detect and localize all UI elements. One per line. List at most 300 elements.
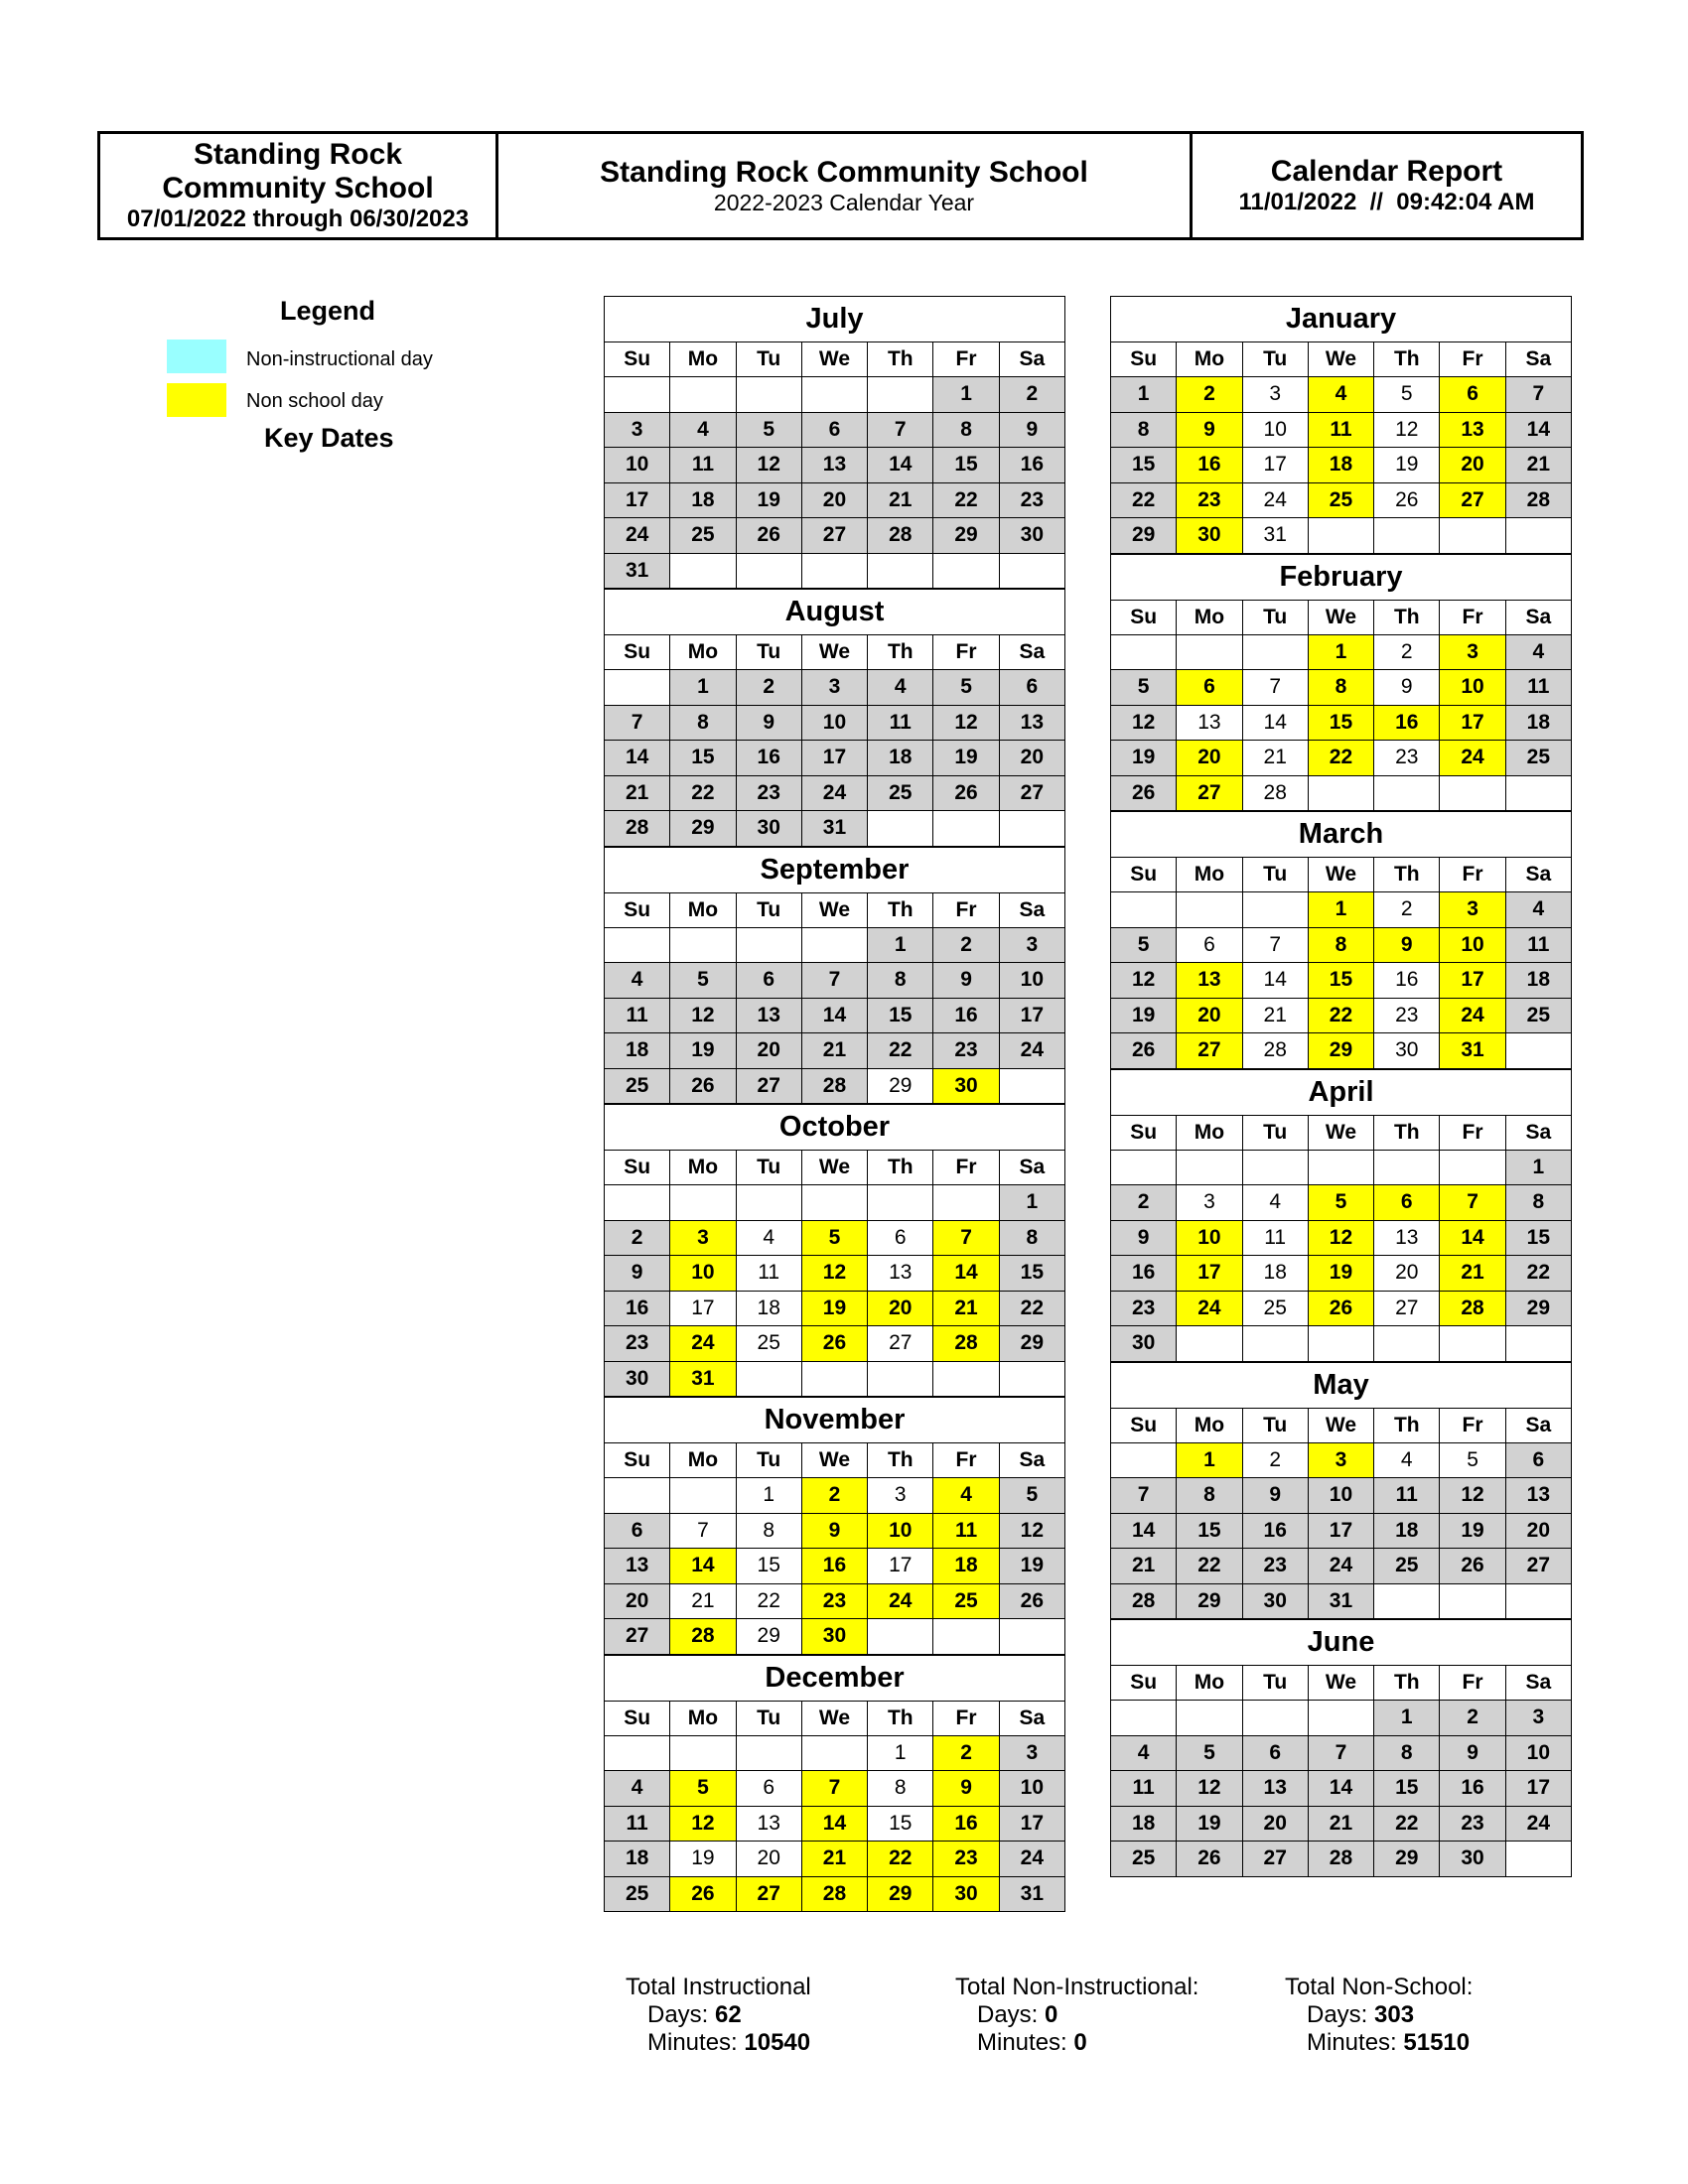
day-cell: 26 <box>1374 482 1440 518</box>
day-cell: 21 <box>868 482 933 518</box>
day-cell: 2 <box>1242 1442 1308 1478</box>
day-cell: 7 <box>605 705 670 741</box>
report-title: Calendar Report <box>1270 155 1503 188</box>
empty-cell <box>1177 634 1242 670</box>
weekday-header: We <box>801 892 867 927</box>
day-cell: 24 <box>1505 1806 1571 1842</box>
month-title: June <box>1110 1619 1572 1665</box>
month-title: January <box>1110 296 1572 341</box>
day-cell: 18 <box>933 1549 999 1584</box>
day-cell: 6 <box>605 1513 670 1549</box>
weekday-header: Fr <box>1440 342 1505 377</box>
day-cell: 19 <box>1111 741 1177 776</box>
date-range: 07/01/2022 through 06/30/2023 <box>126 205 470 232</box>
weekday-header: Sa <box>999 892 1064 927</box>
day-cell: 10 <box>868 1513 933 1549</box>
week-row <box>1111 1549 1572 1584</box>
day-cell: 13 <box>605 1549 670 1584</box>
week-row <box>605 1478 1065 1514</box>
day-cell: 28 <box>1308 1842 1373 1877</box>
day-cell: 12 <box>670 1806 736 1842</box>
day-cell: 14 <box>1440 1220 1505 1256</box>
weekday-header: Sa <box>1505 342 1571 377</box>
calendar-title: Standing Rock Community School <box>600 155 1088 189</box>
empty-cell <box>868 377 933 413</box>
day-cell: 7 <box>1505 377 1571 413</box>
day-cell: 27 <box>1177 1033 1242 1069</box>
empty-cell <box>736 1185 801 1221</box>
weekday-header: Su <box>605 1151 670 1185</box>
day-cell: 7 <box>801 963 867 999</box>
day-cell: 27 <box>736 1876 801 1912</box>
month-june <box>1110 1619 1572 1877</box>
day-cell: 24 <box>999 1842 1064 1877</box>
report-header <box>97 131 1584 240</box>
day-cell: 16 <box>736 741 801 776</box>
day-cell: 30 <box>933 1876 999 1912</box>
day-cell: 3 <box>1440 892 1505 928</box>
totals-instructional-minutes <box>647 2029 811 2057</box>
weekday-header: Tu <box>736 892 801 927</box>
weekday-header: Su <box>605 1701 670 1735</box>
empty-cell <box>1177 1326 1242 1362</box>
day-cell: 15 <box>1177 1513 1242 1549</box>
day-cell: 23 <box>1374 741 1440 776</box>
weekday-header: Su <box>605 635 670 670</box>
day-cell: 6 <box>736 963 801 999</box>
weekday-header: Su <box>1111 1666 1177 1701</box>
weekday-header: Su <box>1111 1115 1177 1150</box>
non-school-swatch <box>167 383 226 417</box>
day-cell: 29 <box>933 518 999 554</box>
day-cell: 2 <box>605 1220 670 1256</box>
day-cell: 11 <box>1505 670 1571 706</box>
day-cell: 14 <box>1242 705 1308 741</box>
week-row <box>1111 1513 1572 1549</box>
day-cell: 4 <box>736 1220 801 1256</box>
empty-cell <box>736 1735 801 1771</box>
empty-cell <box>1440 1150 1505 1185</box>
empty-cell <box>933 1185 999 1221</box>
day-cell: 16 <box>1111 1256 1177 1292</box>
day-cell: 3 <box>1242 377 1308 413</box>
empty-cell <box>1505 1326 1571 1362</box>
days-label: Days: <box>1307 2001 1368 2028</box>
week-row <box>1111 1291 1572 1326</box>
day-cell: 8 <box>933 412 999 448</box>
day-cell: 17 <box>1440 963 1505 999</box>
day-cell: 2 <box>933 1735 999 1771</box>
day-cell: 28 <box>1440 1291 1505 1326</box>
day-cell: 17 <box>670 1291 736 1326</box>
day-cell: 27 <box>801 518 867 554</box>
totals-non-school-minutes <box>1307 2029 1473 2057</box>
month-grid <box>1110 600 1572 812</box>
day-cell: 5 <box>736 412 801 448</box>
day-cell: 21 <box>605 775 670 811</box>
day-cell: 2 <box>1374 892 1440 928</box>
minutes-value: 0 <box>1073 2029 1087 2056</box>
weekday-header: Mo <box>670 635 736 670</box>
weekday-header: Th <box>1374 1408 1440 1442</box>
day-cell: 18 <box>1308 448 1373 483</box>
weekday-header: Sa <box>999 1701 1064 1735</box>
week-row <box>605 1220 1065 1256</box>
day-cell: 19 <box>1111 998 1177 1033</box>
day-cell: 16 <box>999 448 1064 483</box>
weekday-header: Fr <box>933 1443 999 1478</box>
day-cell: 13 <box>999 705 1064 741</box>
day-cell: 18 <box>868 741 933 776</box>
empty-cell <box>736 1361 801 1397</box>
weekday-header: Th <box>868 1443 933 1478</box>
empty-cell <box>1177 1150 1242 1185</box>
day-cell: 13 <box>1374 1220 1440 1256</box>
day-cell: 26 <box>933 775 999 811</box>
day-cell: 5 <box>670 1771 736 1807</box>
legend-title: Legend <box>280 296 376 326</box>
month-october <box>604 1104 1065 1397</box>
day-cell: 11 <box>1242 1220 1308 1256</box>
empty-cell <box>1308 518 1373 554</box>
day-cell: 13 <box>1177 705 1242 741</box>
day-cell: 3 <box>1505 1701 1571 1736</box>
day-cell: 8 <box>1308 670 1373 706</box>
totals-non-instructional-days <box>977 2001 1198 2029</box>
week-row <box>1111 482 1572 518</box>
day-cell: 30 <box>933 1068 999 1104</box>
day-cell: 13 <box>1505 1478 1571 1514</box>
day-cell: 25 <box>933 1583 999 1619</box>
week-row <box>1111 1806 1572 1842</box>
day-cell: 31 <box>1308 1583 1373 1619</box>
day-cell: 4 <box>1505 634 1571 670</box>
day-cell: 16 <box>933 1806 999 1842</box>
day-cell: 12 <box>1177 1771 1242 1807</box>
day-cell: 9 <box>1374 670 1440 706</box>
day-cell: 9 <box>801 1513 867 1549</box>
month-title: September <box>604 847 1065 892</box>
day-cell: 8 <box>999 1220 1064 1256</box>
day-cell: 22 <box>1177 1549 1242 1584</box>
week-row <box>605 927 1065 963</box>
empty-cell <box>1308 1326 1373 1362</box>
day-cell: 3 <box>868 1478 933 1514</box>
weekday-header: We <box>801 342 867 377</box>
report-info-cell <box>1190 134 1581 237</box>
empty-cell <box>736 553 801 589</box>
totals-non-instructional-title: Total Non-Instructional: <box>955 1974 1199 2000</box>
weekday-header: Mo <box>670 342 736 377</box>
week-row <box>1111 670 1572 706</box>
week-row <box>1111 998 1572 1033</box>
day-cell: 18 <box>1242 1256 1308 1292</box>
weekday-header: Mo <box>670 1151 736 1185</box>
day-cell: 19 <box>933 741 999 776</box>
day-cell: 14 <box>1505 412 1571 448</box>
empty-cell <box>1242 634 1308 670</box>
day-cell: 25 <box>868 775 933 811</box>
day-cell: 20 <box>736 1033 801 1069</box>
calendar-year: 2022-2023 Calendar Year <box>713 189 975 215</box>
day-cell: 5 <box>1440 1442 1505 1478</box>
week-row <box>605 1256 1065 1292</box>
weekday-header: Su <box>1111 1408 1177 1442</box>
day-cell: 30 <box>1177 518 1242 554</box>
day-cell: 11 <box>605 1806 670 1842</box>
day-cell: 15 <box>1308 963 1373 999</box>
week-row <box>1111 1326 1572 1362</box>
empty-cell <box>801 377 867 413</box>
empty-cell <box>933 1361 999 1397</box>
weekday-header: Fr <box>933 342 999 377</box>
day-cell: 10 <box>670 1256 736 1292</box>
day-cell: 13 <box>1242 1771 1308 1807</box>
empty-cell <box>801 553 867 589</box>
day-cell: 19 <box>736 482 801 518</box>
day-cell: 20 <box>1242 1806 1308 1842</box>
day-cell: 31 <box>1440 1033 1505 1069</box>
day-cell: 10 <box>999 963 1064 999</box>
day-cell: 20 <box>1177 998 1242 1033</box>
day-cell: 1 <box>1111 377 1177 413</box>
month-february <box>1110 554 1572 812</box>
week-row <box>605 448 1065 483</box>
day-cell: 9 <box>1374 927 1440 963</box>
day-cell: 2 <box>1374 634 1440 670</box>
day-cell: 23 <box>1440 1806 1505 1842</box>
month-title: July <box>604 296 1065 341</box>
weekday-header: Mo <box>1177 342 1242 377</box>
weekday-header: Fr <box>933 1151 999 1185</box>
day-cell: 4 <box>670 412 736 448</box>
day-cell: 1 <box>1374 1701 1440 1736</box>
totals-instructional-days <box>647 2001 811 2029</box>
week-row <box>1111 1033 1572 1069</box>
day-cell: 4 <box>1505 892 1571 928</box>
weekday-header: We <box>1308 600 1373 634</box>
weekday-header: Mo <box>1177 600 1242 634</box>
week-row <box>1111 1185 1572 1221</box>
empty-cell <box>933 1619 999 1655</box>
day-cell: 13 <box>1440 412 1505 448</box>
day-cell: 31 <box>1242 518 1308 554</box>
totals-instructional-title: Total Instructional <box>626 1974 811 2000</box>
empty-cell <box>801 927 867 963</box>
day-cell: 19 <box>999 1549 1064 1584</box>
day-cell: 24 <box>1242 482 1308 518</box>
day-cell: 19 <box>1374 448 1440 483</box>
weekday-header: Sa <box>999 1443 1064 1478</box>
month-august <box>604 589 1065 847</box>
week-row <box>605 998 1065 1033</box>
day-cell: 26 <box>1111 775 1177 811</box>
day-cell: 11 <box>1374 1478 1440 1514</box>
day-cell: 25 <box>1505 741 1571 776</box>
day-cell: 1 <box>1308 892 1373 928</box>
minutes-label: Minutes: <box>1307 2029 1397 2056</box>
day-cell: 21 <box>933 1291 999 1326</box>
month-july <box>604 296 1065 589</box>
day-cell: 17 <box>1242 448 1308 483</box>
day-cell: 20 <box>605 1583 670 1619</box>
day-cell: 9 <box>933 963 999 999</box>
day-cell: 30 <box>1374 1033 1440 1069</box>
empty-cell <box>1374 1583 1440 1619</box>
weekday-header: Th <box>1374 1115 1440 1150</box>
day-cell: 26 <box>670 1876 736 1912</box>
day-cell: 28 <box>801 1876 867 1912</box>
minutes-value: 10540 <box>744 2029 811 2056</box>
day-cell: 29 <box>1111 518 1177 554</box>
school-info-cell <box>100 134 495 237</box>
empty-cell <box>605 377 670 413</box>
day-cell: 26 <box>670 1068 736 1104</box>
totals-non-school <box>1285 1974 1473 2057</box>
month-title: August <box>604 589 1065 634</box>
weekday-header: Tu <box>736 1443 801 1478</box>
empty-cell <box>605 1478 670 1514</box>
weekday-header: Tu <box>736 1701 801 1735</box>
day-cell: 10 <box>1440 927 1505 963</box>
empty-cell <box>670 1185 736 1221</box>
week-row <box>605 963 1065 999</box>
day-cell: 27 <box>736 1068 801 1104</box>
weekday-header: Sa <box>1505 858 1571 892</box>
school-name-line2: Community School <box>162 172 434 205</box>
day-cell: 9 <box>1177 412 1242 448</box>
day-cell: 24 <box>999 1033 1064 1069</box>
day-cell: 15 <box>868 1806 933 1842</box>
day-cell: 9 <box>1242 1478 1308 1514</box>
day-cell: 5 <box>933 670 999 706</box>
empty-cell <box>605 670 670 706</box>
day-cell: 22 <box>736 1583 801 1619</box>
day-cell: 2 <box>933 927 999 963</box>
empty-cell <box>1374 518 1440 554</box>
empty-cell <box>1440 1583 1505 1619</box>
weekday-header: Th <box>868 892 933 927</box>
day-cell: 27 <box>999 775 1064 811</box>
day-cell: 2 <box>1177 377 1242 413</box>
weekday-header: Su <box>1111 600 1177 634</box>
day-cell: 2 <box>801 1478 867 1514</box>
day-cell: 12 <box>1440 1478 1505 1514</box>
empty-cell <box>1374 1150 1440 1185</box>
day-cell: 28 <box>1242 775 1308 811</box>
day-cell: 17 <box>1505 1771 1571 1807</box>
weekday-header: Th <box>1374 1666 1440 1701</box>
month-title: March <box>1110 811 1572 857</box>
week-row <box>605 377 1065 413</box>
week-row <box>605 1735 1065 1771</box>
empty-cell <box>999 1361 1064 1397</box>
day-cell: 27 <box>1440 482 1505 518</box>
day-cell: 11 <box>670 448 736 483</box>
day-cell: 1 <box>999 1185 1064 1221</box>
empty-cell <box>1111 892 1177 928</box>
weekday-header: Mo <box>1177 1408 1242 1442</box>
empty-cell <box>670 1478 736 1514</box>
weekday-header: Tu <box>1242 858 1308 892</box>
day-cell: 1 <box>736 1478 801 1514</box>
month-november <box>604 1397 1065 1655</box>
month-grid <box>604 892 1065 1105</box>
week-row <box>1111 705 1572 741</box>
empty-cell <box>736 377 801 413</box>
month-grid <box>1110 341 1572 554</box>
day-cell: 15 <box>670 741 736 776</box>
day-cell: 8 <box>736 1513 801 1549</box>
day-cell: 15 <box>736 1549 801 1584</box>
empty-cell <box>605 1185 670 1221</box>
day-cell: 21 <box>1308 1806 1373 1842</box>
weekday-header: Sa <box>999 635 1064 670</box>
non-school-label: Non school day <box>246 390 383 412</box>
empty-cell <box>1111 634 1177 670</box>
minutes-label: Minutes: <box>977 2029 1067 2056</box>
day-cell: 18 <box>670 482 736 518</box>
day-cell: 18 <box>1505 705 1571 741</box>
day-cell: 6 <box>1242 1735 1308 1771</box>
week-row <box>1111 741 1572 776</box>
day-cell: 28 <box>605 811 670 847</box>
day-cell: 21 <box>1242 741 1308 776</box>
day-cell: 15 <box>933 448 999 483</box>
weekday-header: Mo <box>1177 858 1242 892</box>
day-cell: 9 <box>736 705 801 741</box>
day-cell: 15 <box>868 998 933 1033</box>
empty-cell <box>1242 1326 1308 1362</box>
weekday-header: We <box>1308 858 1373 892</box>
month-may <box>1110 1362 1572 1620</box>
day-cell: 25 <box>1308 482 1373 518</box>
day-cell: 22 <box>670 775 736 811</box>
day-cell: 6 <box>999 670 1064 706</box>
day-cell: 21 <box>801 1033 867 1069</box>
weekday-header: We <box>801 1701 867 1735</box>
week-row <box>605 1876 1065 1912</box>
totals-non-school-title: Total Non-School: <box>1285 1974 1474 2000</box>
day-cell: 26 <box>1308 1291 1373 1326</box>
day-cell: 31 <box>801 811 867 847</box>
day-cell: 4 <box>605 1771 670 1807</box>
day-cell: 26 <box>1177 1842 1242 1877</box>
weekday-header: Th <box>1374 858 1440 892</box>
weekday-header: Fr <box>933 1701 999 1735</box>
empty-cell <box>801 1185 867 1221</box>
day-cell: 16 <box>933 998 999 1033</box>
week-row <box>605 1513 1065 1549</box>
key-dates-heading: Key Dates <box>264 423 394 453</box>
day-cell: 3 <box>1440 634 1505 670</box>
day-cell: 5 <box>801 1220 867 1256</box>
weekday-header: Tu <box>1242 600 1308 634</box>
day-cell: 27 <box>868 1326 933 1362</box>
totals-non-instructional-minutes <box>977 2029 1198 2057</box>
days-value: 303 <box>1374 2001 1415 2028</box>
empty-cell <box>999 553 1064 589</box>
day-cell: 10 <box>1308 1478 1373 1514</box>
weekday-header: Mo <box>670 1443 736 1478</box>
empty-cell <box>1111 1701 1177 1736</box>
day-cell: 2 <box>1440 1701 1505 1736</box>
week-row <box>1111 1478 1572 1514</box>
day-cell: 7 <box>868 412 933 448</box>
day-cell: 20 <box>1374 1256 1440 1292</box>
week-row <box>1111 1842 1572 1877</box>
totals-non-instructional <box>955 1974 1198 2057</box>
